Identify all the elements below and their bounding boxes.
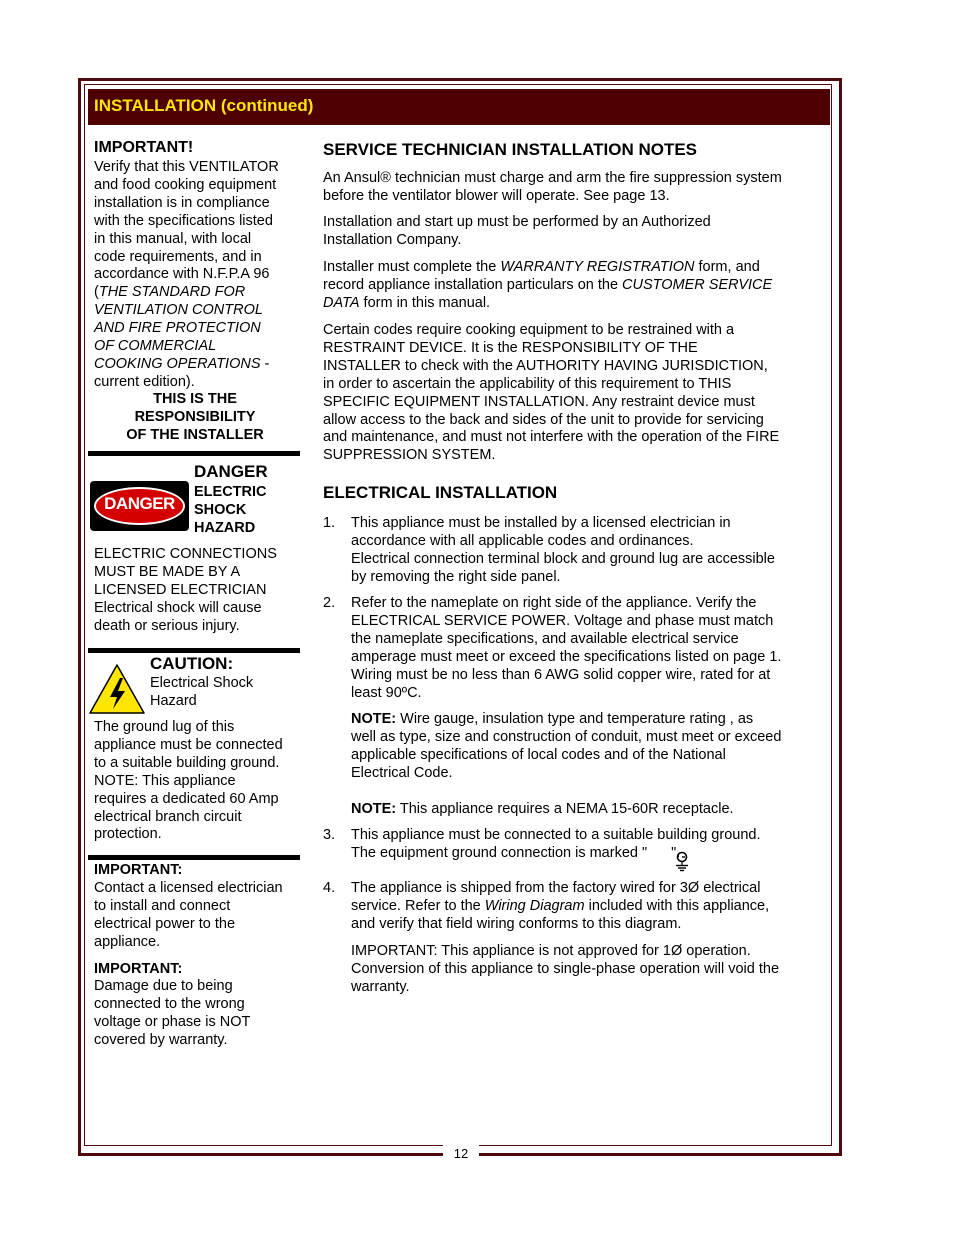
divider xyxy=(88,648,300,653)
list-item: This appliance must be installed by a licensed electrician in accordance with all applicable codes and ordinances. Electrical connection terminal block and ground lug are accessible by removing the right side panel. xyxy=(351,515,775,585)
caution-subtitle: Electrical Shock Hazard xyxy=(150,675,254,709)
danger-subtitle: ELECTRIC SHOCK HAZARD xyxy=(194,484,267,536)
caution-body: The ground lug of this appliance must be connected to a suitable building ground. NOTE: This appliance requires a dedicated 60 Amp electrical branch circuit protection. xyxy=(94,719,283,843)
list-number: 4. xyxy=(323,880,336,896)
list-number: 3. xyxy=(323,827,336,843)
section-header xyxy=(88,89,830,125)
divider xyxy=(88,451,300,456)
electrical-hazard-icon xyxy=(88,663,146,715)
divider xyxy=(88,855,300,860)
list-item: This appliance must be connected to a suitable building ground. The equipment ground connection is marked " ". xyxy=(351,827,761,861)
list-item: The appliance is shipped from the factory wired for 3Ø electrical service. Refer to the Wiring Diagram included with this appliance, and verify that field wiring conforms to this diagram. xyxy=(351,880,770,932)
page-number: 12 xyxy=(443,1143,479,1165)
list-number: 1. xyxy=(323,515,336,531)
important-body: Verify that this VENTILATOR and food cooking equipment installation is in compliance with the specifications listed in this manual, with local code requirements, and in accordance with N.F.P.A 96 (THE STANDARD FOR VENTILATION CONTROL AND FIRE PROTECTION OF COMMERCIAL COOKING OPERATIONS - current edition). xyxy=(94,159,279,390)
important3-title: IMPORTANT: xyxy=(94,961,183,977)
important2-title: IMPORTANT: xyxy=(94,862,183,878)
installer-responsibility: THIS IS THE RESPONSIBILITY OF THE INSTALLER xyxy=(126,391,264,443)
section-title: INSTALLATION (continued) xyxy=(94,96,314,115)
danger-body: ELECTRIC CONNECTIONS MUST BE MADE BY A LICENSED ELECTRICIAN Electrical shock will cause death or serious injury. xyxy=(94,546,277,634)
caution-title: CAUTION: xyxy=(150,654,234,673)
service-paragraph: Installer must complete the WARRANTY REGISTRATION form, and record appliance installation particulars on the CUSTOMER SERVICE DATA form in this manual. xyxy=(323,259,773,311)
danger-title: DANGER xyxy=(194,462,268,481)
danger-sign-text: DANGER xyxy=(104,494,175,513)
service-paragraph: Installation and start up must be performed by an Authorized Installation Company. xyxy=(323,214,711,248)
list-item: Refer to the nameplate on right side of the appliance. Verify the ELECTRICAL SERVICE POWER. Voltage and phase must match the nameplate specifications, and available electrical service amperage must meet or exceed the specifications listed on page 1. Wiring must be no less than 6 AWG solid copper wire, rated for at least 90ºC. xyxy=(351,595,782,701)
single-phase-warning: IMPORTANT: This appliance is not approved for 1Ø operation. Conversion of this appliance to single-phase operation will void the warranty. xyxy=(351,943,780,995)
danger-sign xyxy=(90,481,189,531)
electrical-title: ELECTRICAL INSTALLATION xyxy=(323,483,558,502)
service-paragraph: An Ansul® technician must charge and arm the fire suppression system before the ventilator blower will operate. See page 13. xyxy=(323,170,782,204)
important2-body: Contact a licensed electrician to install and connect electrical power to the appliance. xyxy=(94,880,283,950)
important3-body: Damage due to being connected to the wrong voltage or phase is NOT covered by warranty. xyxy=(94,978,251,1048)
note-receptacle: NOTE: This appliance requires a NEMA 15-60R receptacle. xyxy=(351,801,734,817)
list-number: 2. xyxy=(323,595,336,611)
note-wire-gauge: NOTE: Wire gauge, insulation type and temperature rating , as well as type, size and construction of conduit, must meet or exceed applicable specifications of local codes and of the National Electrical Code. xyxy=(351,711,782,781)
important-title: IMPORTANT! xyxy=(94,139,194,156)
ground-symbol-icon xyxy=(674,849,690,873)
service-paragraph: Certain codes require cooking equipment to be restrained with a RESTRAINT DEVICE. It is the RESPONSIBILITY OF THE INSTALLER to check with the AUTHORITY HAVING JURISDICTION, in order to ascertain the applicability of this requirement to THIS SPECIFIC EQUIPMENT INSTALLATION. Any restraint device must allow access to the back and sides of the unit to provide for servicing and maintenance, and must not interfere with the operation of the FIRE SUPPRESSION SYSTEM. xyxy=(323,322,780,464)
service-notes-title: SERVICE TECHNICIAN INSTALLATION NOTES xyxy=(323,140,698,159)
